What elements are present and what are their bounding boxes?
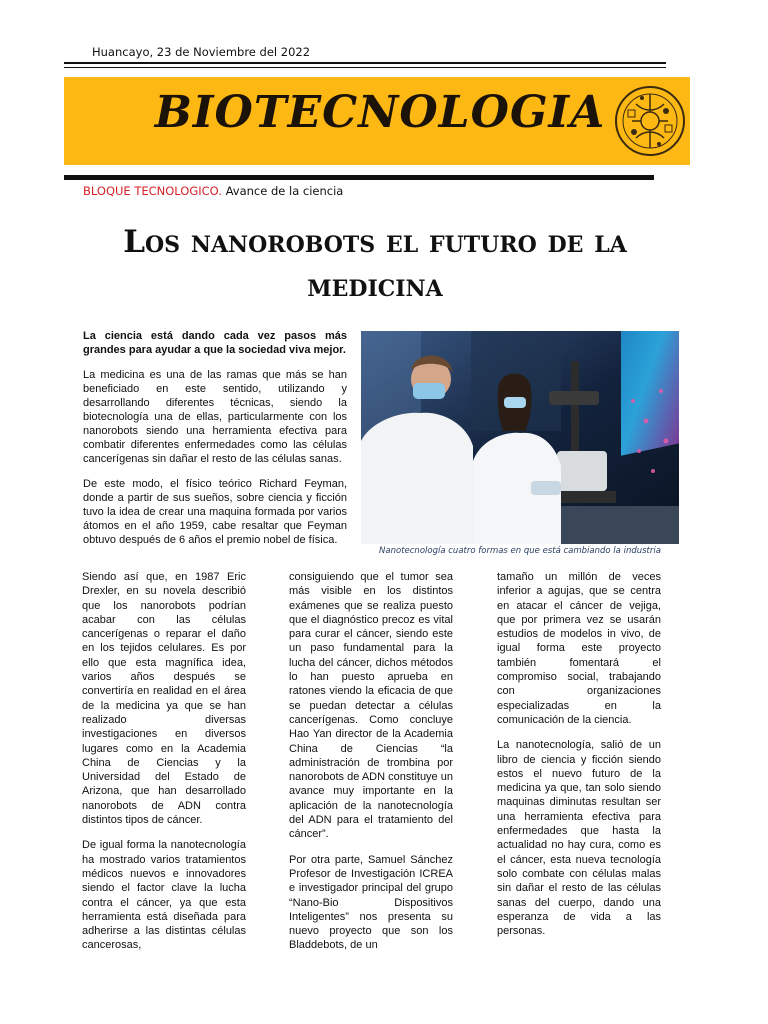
intro-paragraph: De este modo, el físico teórico Richard Feyman, donde a partir de sus sueños, sobre ciencia y ficción tuvo la idea de crear una maquina formada por varios átomos en el año 1959, cabe resaltar que Feyman obtuvo después de 6 años el premio nobel de física.	[83, 478, 347, 546]
section-text: Avance de la ciencia	[221, 184, 344, 198]
column-paragraph: De igual forma la nanotecnología ha mostrado varios tratamientos médicos nuevos e innovadores siendo el factor clave la lucha contra el cáncer, ya que esta herramienta está diseñada para adherirse a las distintas células cancerosas,	[82, 839, 246, 952]
column-3	[497, 570, 661, 949]
section-line	[83, 184, 343, 198]
section-tag: BLOQUE TECNOLOGICO.	[83, 184, 222, 198]
column-paragraph: La nanotecnología, salió de un libro de ciencia y ficción siendo estos el nuevo futuro de la medicina ya que, tan solo siendo maquinas diminutas resultan ser una herramienta efectiva para enfermedades que hasta la actualidad no hay cura, como es el cáncer, esta nueva tecnología solo combate con células malas sin dañar el resto de las células sanas del cuerpo, dando una esperanza de vida a las personas.	[497, 739, 661, 938]
date-line: Huancayo, 23 de Noviembre del 2022	[92, 45, 311, 59]
column-paragraph: Por otra parte, Samuel Sánchez Profesor de Investigación ICREA e investigador principal del grupo “Nano-Bio Dispositivos Inteligentes” nos presenta su nuevo proyecto que son los Bladdebots, de un	[289, 853, 453, 952]
masthead-title: BIOTECNOLOGIA	[154, 87, 606, 138]
column-paragraph: consiguiendo que el tumor sea más visible en los distintos exámenes que se realiza puesto que el diagnóstico precoz es vital para curar el cáncer, siendo este un paso fundamental para la lucha del cáncer, dichos métodos lo han puesto apruebа en ratones viendo la eficacia de que se puedan detectar a células cancerígenas. Como concluye Hao Yan director de la Academia China de Ciencias “la administración de trombina por nanorobots de ADN constituye un avance muy importante en la aplicación de la nanotecnología del ADN para el tratamiento del cáncer”.	[289, 571, 453, 841]
column-1	[82, 570, 246, 964]
header-rule-bottom	[64, 67, 666, 68]
image-caption: Nanotecnología cuatro formas en que está cambiando la industria	[379, 546, 661, 556]
header-thick-rule	[64, 175, 654, 180]
column-2	[289, 570, 453, 964]
lab-photo	[361, 331, 679, 544]
article-lead: La ciencia está dando cada vez pasos más grandes para ayudar a que la sociedad viva mejor.	[83, 330, 347, 356]
article-headline: Los nanorobots el futuro de la medicina	[123, 224, 627, 304]
header-rule-top	[64, 62, 666, 64]
biotech-emblem-icon	[614, 84, 686, 158]
masthead-banner	[64, 77, 690, 165]
column-paragraph: Siendo así que, en 1987 Eric Drexler, en su novela describió que los nanorobots podrían acabar con las células cancerígenas o reparar el daño en los tejidos celulares. Es por ello que esta magnífica idea, varios años después se convertiría en realidad en el área de la medicina ya que se han realizado diversas investigaciones en diversos lugares como en la Academia China de Ciencias y la Universidad del Estado de Arizona, que han desarrollado nanorobots de ADN contra distintos tipos de cáncer.	[82, 571, 246, 827]
article-intro	[83, 329, 347, 558]
intro-paragraph: La medicina es una de las ramas que más se han beneficiado en este sentido, utilizando y desarrollando diferentes técnicas, siendo la biotecnología una de ellas, particularmente con los nanorobots siendo una herramienta efectiva para combatir diferentes enfermedades como las células cancerígenas sin dañar el resto de las células sanas.	[83, 369, 347, 465]
column-paragraph: tamaño un millón de veces inferior a agujas, que se centra en atacar el cáncer de vejiga, que por primera vez se usarán estudios de modelos in vivo, de igual forma este proyecto también fomentará el compromiso social, trabajando con organizaciones especializadas en la comunicación de la ciencia.	[497, 571, 661, 726]
